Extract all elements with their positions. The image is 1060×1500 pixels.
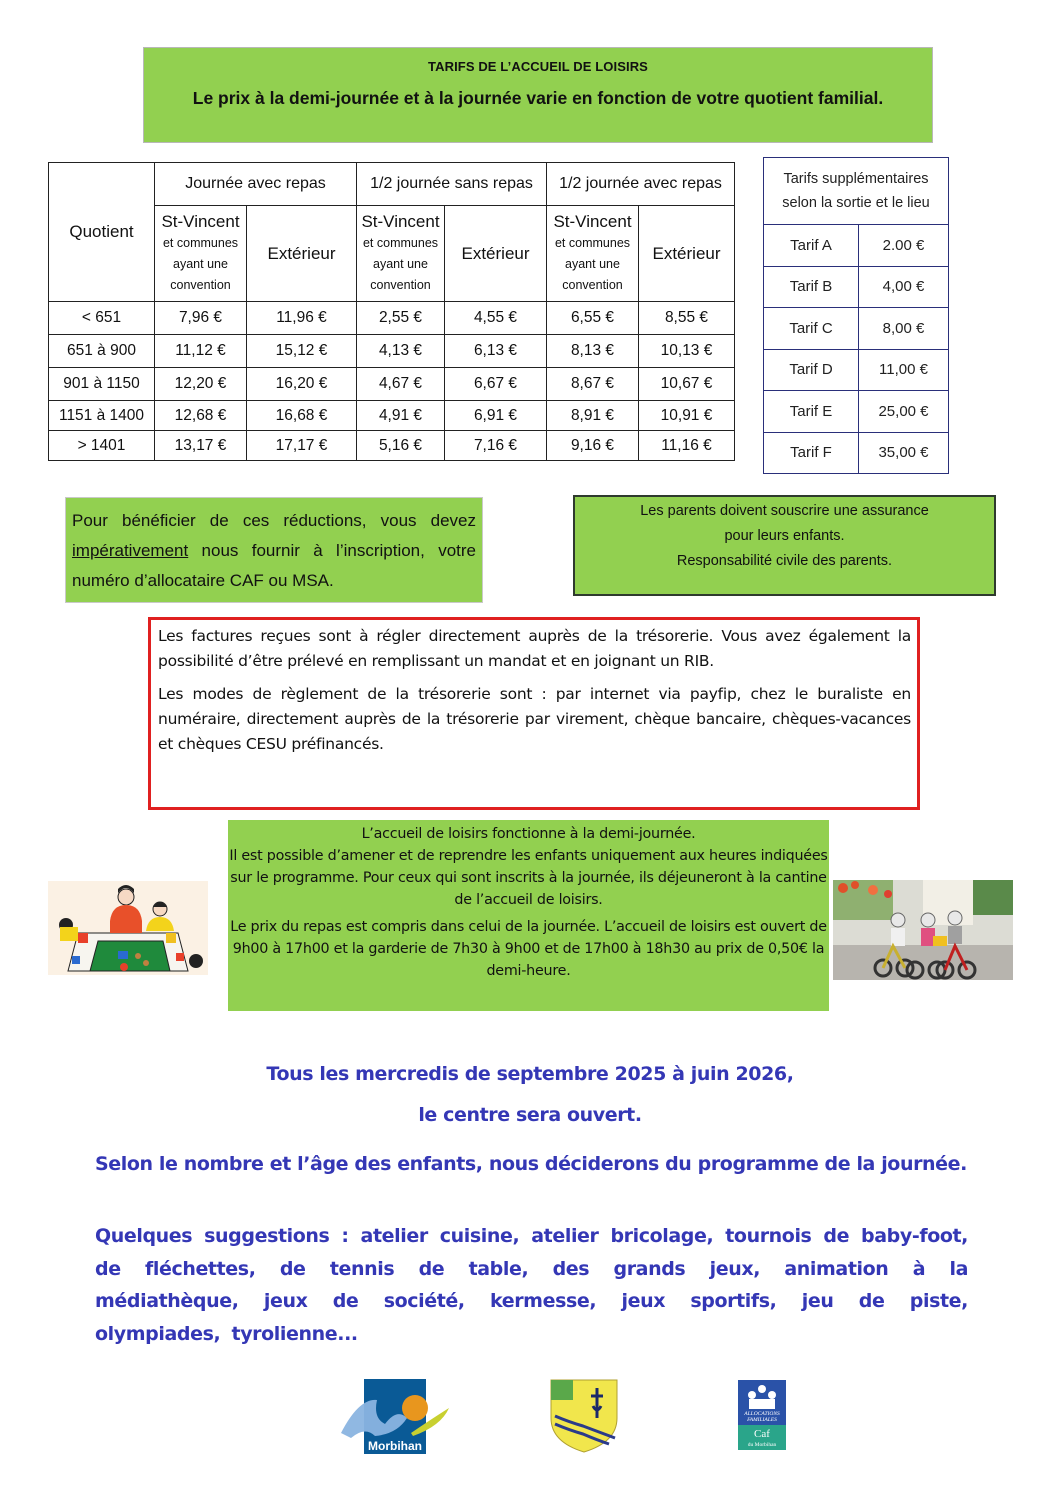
tariff-value: 11,00 € — [859, 349, 949, 391]
caf-notice — [65, 497, 483, 603]
wednesday-subheadline: le centre sera ouvert. — [418, 1104, 642, 1126]
hours-line: L’accueil de loisirs fonctionne à la demi-journée. — [361, 826, 696, 842]
wednesday-headline: Tous les mercredis de septembre 2025 à juin 2026, — [266, 1063, 794, 1085]
suggestions-text: Quelques suggestions : atelier cuisine, atelier bricolage, tournois de baby-foot, de fléchettes, de tennis de table, des grands jeux, animation à la médiathèque, jeux de société, kermesse, jeux sportifs, jeu de piste, olympiades, tyrolienne... — [95, 1225, 968, 1345]
table-row — [49, 431, 735, 461]
tariff-value: 35,00 € — [859, 432, 949, 474]
programme-text: Selon le nombre et l’âge des enfants, nous déciderons du programme de la journée. — [95, 1153, 967, 1175]
price-cell: 4,13 € — [357, 335, 445, 368]
tariff-value: 4,00 € — [859, 266, 949, 308]
morbihan-logo-text: Morbihan — [368, 1439, 422, 1453]
caf-logo-text: du Morbihan — [747, 1442, 777, 1448]
price-cell: 6,67 € — [445, 368, 547, 401]
price-cell: 4,55 € — [445, 302, 547, 335]
local-sub: convention — [170, 278, 231, 292]
price-cell: 6,55 € — [547, 302, 639, 335]
quotient-cell: 901 à 1150 — [49, 368, 155, 401]
local-label: St-Vincent — [161, 212, 240, 231]
local-sub: convention — [370, 278, 431, 292]
price-cell: 10,91 € — [639, 401, 735, 431]
price-cell: 7,96 € — [155, 302, 247, 335]
table-row — [49, 302, 735, 335]
insurance-notice — [573, 495, 996, 596]
children-balance-bikes-photo — [833, 880, 1013, 980]
header-banner — [143, 47, 933, 143]
price-cell: 16,68 € — [247, 401, 357, 431]
price-cell: 4,91 € — [357, 401, 445, 431]
tariff-label: Tarif C — [764, 308, 859, 350]
payment-paragraph: Les modes de règlement de la trésorerie sont : par internet via payfip, chez le buraliste en numéraire, directement auprès de la trésorerie par virement, chèque bancaire, chèques-vacances et chèques CESU préfinancés. — [158, 685, 911, 753]
tariff-label: Tarif D — [764, 349, 859, 391]
table-row — [49, 335, 735, 368]
price-cell: 8,91 € — [547, 401, 639, 431]
local-header — [357, 206, 445, 302]
price-cell: 6,13 € — [445, 335, 547, 368]
insurance-line: pour leurs enfants. — [724, 528, 845, 544]
supplementary-row — [764, 391, 949, 433]
price-cell: 9,16 € — [547, 431, 639, 461]
local-sub: et communes — [162, 236, 239, 250]
local-header — [547, 206, 639, 302]
photo-image — [833, 880, 1013, 980]
local-sub: ayant une — [173, 257, 228, 271]
local-header — [155, 206, 247, 302]
price-cell: 10,13 € — [639, 335, 735, 368]
price-cell: 5,16 € — [357, 431, 445, 461]
supplementary-row — [764, 266, 949, 308]
supplementary-title-line: Tarifs supplémentaires — [783, 171, 929, 187]
town-crest-image — [549, 1378, 619, 1454]
payment-notice — [148, 617, 920, 810]
tariff-label: Tarif E — [764, 391, 859, 433]
table-row — [49, 401, 735, 431]
price-cell: 15,12 € — [247, 335, 357, 368]
price-cell: 8,55 € — [639, 302, 735, 335]
caf-logo-text: Caf — [754, 1428, 770, 1440]
quotient-header: Quotient — [49, 163, 155, 302]
price-cell: 10,67 € — [639, 368, 735, 401]
group-header: Journée avec repas — [155, 163, 357, 206]
page-subtitle: Le prix à la demi-journée et à la journée varie en fonction de votre quotient familial. — [192, 88, 884, 108]
group-header: 1/2 journée avec repas — [547, 163, 735, 206]
price-cell: 8,67 € — [547, 368, 639, 401]
price-cell: 7,16 € — [445, 431, 547, 461]
quotient-cell: > 1401 — [49, 431, 155, 461]
quotient-cell: 651 à 900 — [49, 335, 155, 368]
page-title: TARIFS DE L’ACCUEIL DE LOISIRS — [428, 59, 648, 74]
price-cell: 16,20 € — [247, 368, 357, 401]
price-cell: 4,67 € — [357, 368, 445, 401]
price-cell: 17,17 € — [247, 431, 357, 461]
insurance-line: Les parents doivent souscrire une assurance — [640, 503, 929, 519]
supplementary-title-line: selon la sortie et le lieu — [782, 195, 930, 211]
caf-notice-emphasis: impérativement — [72, 541, 189, 560]
quotient-cell: 1151 à 1400 — [49, 401, 155, 431]
payment-paragraph: Les factures reçues sont à régler directement auprès de la trésorerie. Vous avez également la possibilité d’être prélevé en remplissant un mandat et en joignant un RIB. — [158, 627, 911, 670]
caf-notice-text: Pour bénéficier de ces réductions, vous devez — [72, 511, 476, 530]
caf-logo-image — [737, 1379, 787, 1451]
local-label: St-Vincent — [553, 212, 632, 231]
morbihan-logo-image — [337, 1378, 457, 1456]
local-sub: et communes — [554, 236, 631, 250]
tariff-table — [48, 162, 735, 461]
group-header: 1/2 journée sans repas — [357, 163, 547, 206]
tariff-value: 25,00 € — [859, 391, 949, 433]
hours-paragraph: Le prix du repas est compris dans celui de la journée. L’accueil de loisirs est ouvert de 9h00 à 17h00 et la garderie de 7h30 à 9h00 et de 17h00 à 18h30 au prix de 0,50€ la demi-heure. — [230, 919, 827, 979]
supplementary-row — [764, 432, 949, 474]
supplementary-tariffs-table — [763, 157, 949, 474]
caf-notice-text: nous fournir à l’inscription, votre numéro d’allocataire CAF ou MSA. — [72, 541, 476, 590]
external-header: Extérieur — [639, 206, 735, 302]
price-cell: 11,96 € — [247, 302, 357, 335]
children-board-game-illustration — [48, 881, 208, 975]
hours-paragraph — [228, 823, 829, 911]
insurance-line: Responsabilité civile des parents. — [676, 553, 893, 569]
caf-logo — [737, 1379, 787, 1451]
caf-logo-text: ALLOCATIONS — [744, 1411, 780, 1417]
supplementary-row — [764, 225, 949, 267]
tariff-label: Tarif A — [764, 225, 859, 267]
illustration-image — [48, 881, 208, 975]
supplementary-row — [764, 308, 949, 350]
hours-line: Il est possible d’amener et de reprendre les enfants uniquement aux heures indiquées sur le programme. Pour ceux qui sont inscrits à la journée, ils déjeuneront à la cantine de l’accueil de loisirs. — [229, 848, 828, 908]
local-sub: ayant une — [565, 257, 620, 271]
price-cell: 12,68 € — [155, 401, 247, 431]
local-sub: convention — [562, 278, 623, 292]
town-crest-logo — [549, 1378, 619, 1454]
external-header: Extérieur — [247, 206, 357, 302]
local-sub: et communes — [362, 236, 439, 250]
external-header: Extérieur — [445, 206, 547, 302]
price-cell: 11,16 € — [639, 431, 735, 461]
tariff-value: 8,00 € — [859, 308, 949, 350]
tariff-label: Tarif B — [764, 266, 859, 308]
price-cell: 11,12 € — [155, 335, 247, 368]
supplementary-row — [764, 349, 949, 391]
price-cell: 13,17 € — [155, 431, 247, 461]
price-cell: 6,91 € — [445, 401, 547, 431]
table-row — [49, 368, 735, 401]
hours-notice — [228, 820, 829, 1011]
price-cell: 2,55 € — [357, 302, 445, 335]
local-sub: ayant une — [373, 257, 428, 271]
supplementary-title — [764, 158, 949, 225]
local-label: St-Vincent — [361, 212, 440, 231]
morbihan-logo — [337, 1378, 457, 1456]
quotient-cell: < 651 — [49, 302, 155, 335]
tariff-label: Tarif F — [764, 432, 859, 474]
price-cell: 12,20 € — [155, 368, 247, 401]
price-cell: 8,13 € — [547, 335, 639, 368]
tariff-value: 2.00 € — [859, 225, 949, 267]
caf-logo-text: FAMILIALES — [747, 1417, 777, 1423]
